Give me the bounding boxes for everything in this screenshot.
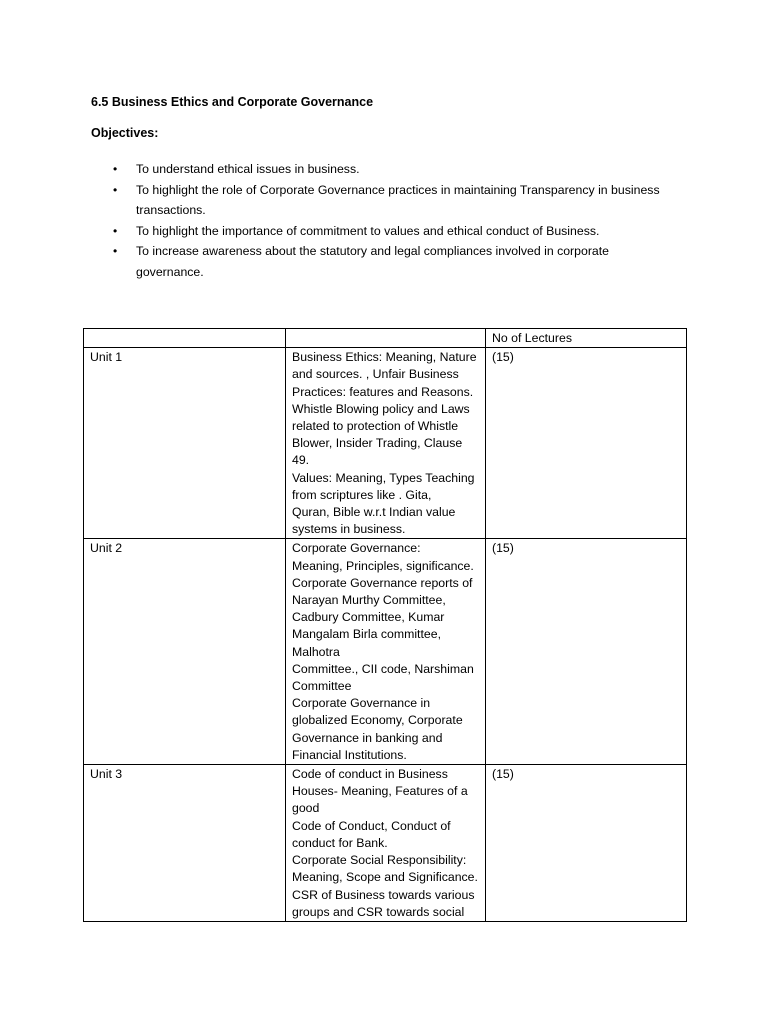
topic-line: Business Ethics: Meaning, Nature [292,350,477,365]
objective-item [91,159,691,180]
topic-line: Governance in banking and [292,730,443,745]
table-row [84,348,687,539]
topic-line: Practices: features and Reasons. [292,384,474,399]
topic-line: Houses- Meaning, Features of a [292,784,468,799]
topic-line: globalized Economy, Corporate [292,713,463,728]
table-row [84,765,687,922]
topic-line: Financial Institutions. [292,747,407,762]
topic-line: Corporate Governance reports of [292,575,473,590]
topic-line: CSR of Business towards various [292,887,475,902]
unit-label: Unit 1 [84,348,286,539]
unit-topics [286,765,486,922]
topic-line: Meaning, Scope and Significance. [292,870,478,885]
topic-line: Committee., CII code, Narshiman [292,661,474,676]
topic-line: Mangalam Birla committee, [292,627,441,642]
objective-line: To increase awareness about the statutory and legal compliances involved in corporate [136,244,610,258]
topic-line: Committee [292,679,352,694]
objective-item [91,241,691,282]
objective-line: To highlight the importance of commitment to values and ethical conduct of Business. [136,223,600,238]
topic-line: Quran, Bible w.r.t Indian value [292,505,456,520]
lecture-count: (15) [486,539,687,765]
topic-line: good [292,801,320,816]
objectives-heading: Objectives: [91,126,159,140]
unit-label: Unit 3 [84,765,286,922]
topic-line: Values: Meaning, Types Teaching [292,470,475,485]
topic-line: Cadbury Committee, Kumar [292,610,445,625]
table-header-cell-unit [84,329,286,348]
topic-line: Corporate Governance in [292,696,431,711]
topic-line: Code of Conduct, Conduct of [292,818,451,833]
objective-line: To understand ethical issues in business. [136,162,360,176]
topic-line: Blower, Insider Trading, Clause [292,436,463,451]
section-title: 6.5 Business Ethics and Corporate Governance [91,95,374,109]
topic-line: Narayan Murthy Committee, [292,593,446,608]
unit-topics [286,539,486,765]
objective-item [91,221,691,242]
objective-line: To highlight the role of Corporate Governance practices in maintaining Transparency in business [136,182,660,197]
objectives-list [91,159,691,282]
lecture-count: (15) [486,348,687,539]
bullet-icon: • [113,162,118,176]
topic-line: and sources. , Unfair Business [292,367,459,382]
topic-line: groups and CSR towards social [292,904,465,919]
objective-line: governance. [136,264,204,279]
course-structure-table [83,328,687,922]
topic-line: Meaning, Principles, significance. [292,558,474,573]
unit-topics [286,348,486,539]
topic-line: related to protection of Whistle [292,419,459,434]
objective-line: transactions. [136,203,206,217]
table-row [84,539,687,765]
table-header-cell-content [286,329,486,348]
topic-line: systems in business. [292,522,406,537]
topic-line: Corporate Social Responsibility: [292,853,467,868]
topic-line: from scriptures like . Gita, [292,487,432,502]
topic-line: Code of conduct in Business [292,767,448,782]
topic-line: conduct for Bank. [292,835,388,850]
table-header-cell-lectures: No of Lectures [486,329,687,348]
topic-line: 49. [292,453,310,468]
topic-line: Malhotra [292,644,340,659]
unit-label: Unit 2 [84,539,286,765]
table-header-row [84,329,687,348]
bullet-icon: • [113,182,118,197]
bullet-icon: • [113,223,118,238]
objective-item [91,180,691,221]
topic-line: Whistle Blowing policy and Laws [292,401,470,416]
lecture-count: (15) [486,765,687,922]
bullet-icon: • [113,244,118,258]
topic-line: Corporate Governance: [292,541,421,556]
